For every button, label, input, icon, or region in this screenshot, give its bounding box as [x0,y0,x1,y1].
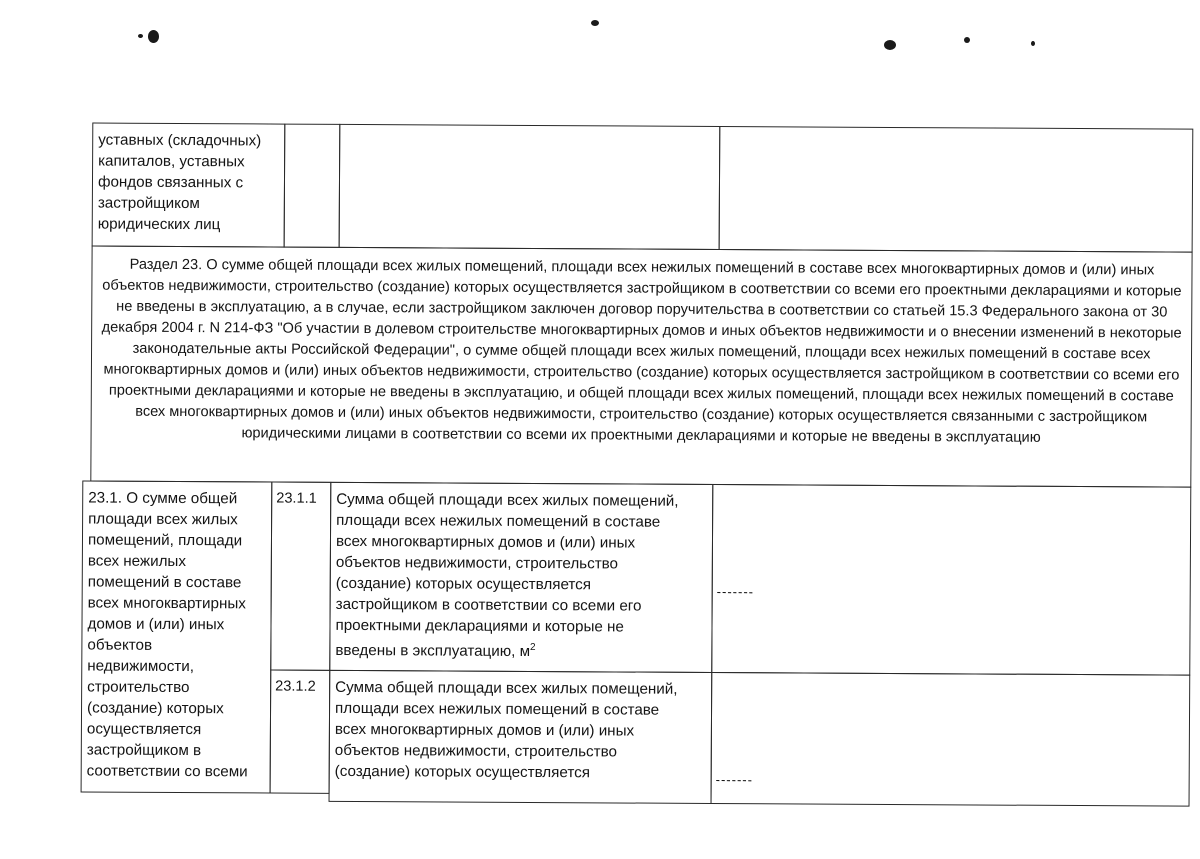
row-23-1-1-value: ------- [716,584,755,600]
subsection-23-1-label-cell [81,480,273,793]
row-23-1-2-value: ------- [715,772,754,788]
row-23-1-2-code: 23.1.2 [275,678,316,695]
subsection-23-1-label: 23.1. О сумме общей площади всех жилых помещений, площади всех нежилых помещений в составе всех многоквартирных домов и (или) иных объектов недвижимости, строительство (создание) которых осуществляется застройщиком в соответствии со всеми [86,489,248,781]
top-row-label: уставных (складочных) капиталов, уставных фондов связанных с застройщиком юридических лиц [97,131,262,234]
top-row-code-cell [284,124,341,248]
row-23-1-2-description-cell [329,670,713,804]
unit-superscript: 2 [530,641,536,654]
row-23-1-1-value-cell [711,484,1191,676]
row-23-1-1-description: Сумма общей площади всех жилых помещений, площади всех нежилых помещений в составе всех многоквартирных домов и (или) иных объектов недвижимости, строительство (создание) которых осуществляется застройщиком в соответствии со всеми его проектными декларациями и которые не введены в эксплуатацию, м [335,490,679,661]
row-23-1-2-description: Сумма общей площади всех жилых помещений, площади всех нежилых помещений в составе всех многоквартирных домов и (или) иных объектов недвижимости, строительство (создание) которых осуществляется [334,678,678,782]
row-23-1-2-code-cell [270,670,331,794]
section-23-heading: Раздел 23. О сумме общей площади всех жилых помещений, площади всех нежилых помещений в составе всех многоквартирных домов и (или) иных объектов недвижимости, строительство (создание) которых осуществляется застройщиком в соответствии со всеми его проектными декларациями и которые не введены в эксплуатацию, а в случае, если застройщиком заключен договор поручительства в соответствии со статьей 15.3 Федерального закона от 30 декабря 2004 г. N 214-ФЗ "Об участии в долевом строительстве многоквартирных домов и иных объектов недвижимости и о внесении изменений в некоторые законодательные акты Российской Федерации", о сумме общей площади всех жилых помещений, площади всех нежилых помещений в составе всех многоквартирных домов и (или) иных объектов недвижимости, строительство (создание) которых осуществляется застройщиком в соответствии со всеми его проектными декларациями и которые не введены в эксплуатацию, и общей площади всех жилых помещений, площади всех нежилых помещений в составе всех многоквартирных домов и (или) иных объектов недвижимости, строительство (создание) которых осуществляется связанными с застройщиком юридическими лицами в соответствии со всеми их проектными декларациями и которые не введены в эксплуатацию [101,256,1182,446]
top-row-value-cell [719,126,1194,253]
row-23-1-1-code: 23.1.1 [276,490,317,507]
top-row-label-cell [92,123,286,248]
row-23-1-1-description-cell [329,482,713,673]
section-23-heading-cell [90,246,1192,488]
top-row-description-cell [339,124,721,250]
row-23-1-2-value-cell [711,672,1191,807]
row-23-1-1-code-cell [270,482,331,671]
